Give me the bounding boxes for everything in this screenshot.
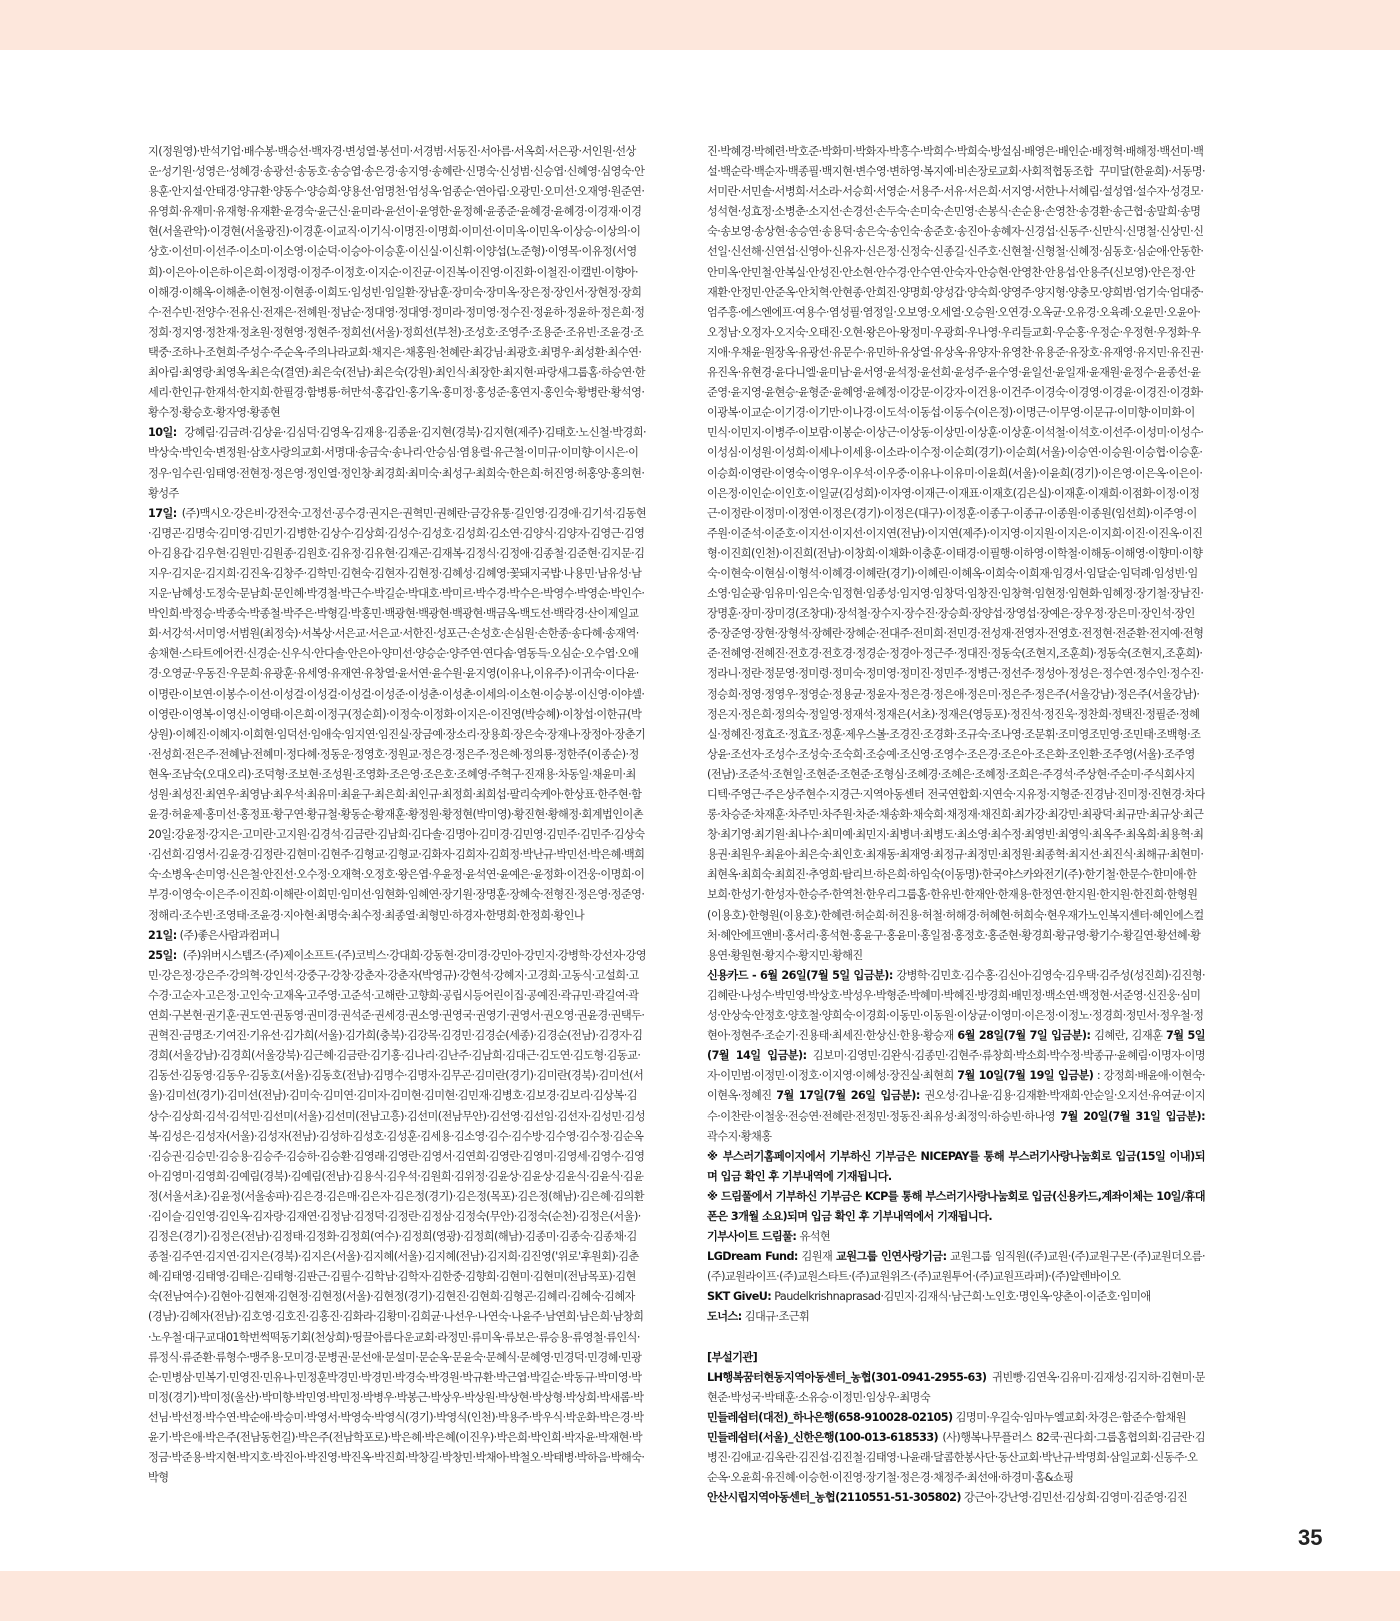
date-label: 7월 10일(7월 19일 입금분) [957, 1069, 1094, 1083]
date-label: 10일: [148, 426, 177, 440]
date-label: 17일: [148, 506, 177, 520]
affiliate-label: 민들레쉼터(대전)_하나은행(658-910028-02105) [707, 1410, 953, 1424]
donor-names: Paudelkrishnaprasad·김민지·김재식·남근희·노인호·명인옥·양춘이·이준호·임미애 [771, 1290, 1151, 1304]
donor-names: (사)행복나무플러스 82쿡·권다희·그룹홈협의회·김금란·김병진·김애교·김옥란·김진섭·김진철·김태영·나윤래·달콤한봉사단·동산교회·박난규·박명희·삼일교회·신동주·오순옥·오윤희·유진혜·이승헌·이진영·장기철·정은경·채정주·최선애·하경미·홈&쇼핑 [707, 1430, 1205, 1485]
top-band [0, 0, 1400, 50]
donor-names: (주)맥시오·강은비·강전숙·고정선·공수경·권지은·권혁민·권혜란·금강유통·길인영·김경애·김기석·김동현·김명곤·김명숙·김미영·김민기·김병한·김상수·김상희·김성수·김성호·김성희·김소연·김양식·김양자·김영근·김영아·김용갑·김우현·김원민·김원종·김원호·김유정·김유현·김재곤·김재복·김정식·김정애·김종철·김준현·김지문·김지우·김지운·김지희·김진옥·김창주·김학민·김현숙·김현자·김현정·김혜성·김혜영·꽃돼지국밥·나용민·남유성·남지운·남혜성·도정숙·문남희·문인혜·박경철·박근수·박길순·박대호·박미르·박수경·박수은·박영수·박영순·박인수·박인희·박정승·박종숙·박종철·박주은·박형길·박홍민·백광현·백광현·백광현·백금옥·백도선·백락경·산이제일교회·서강석·서미영·서범원(최정숙)·서복상·서은교·서은교·서한진·성포근·손성호·손심원·손한종·송다혜·송재역·송채현·스타트에어컨·신경순·신우식·안다솔·안은아·양미선·양승순·양주연·연다솜·염동득·오심순·오수엽·오애경·오영균·우동진·우문희·유광훈·유세영·유재연·유창열·윤서연·윤수원·윤지영(이유나,이유주)·이귀숙·이다윤·이명란·이보연·이봉수·이선·이성걸·이성걸·이성걸·이성준·이성춘·이성춘·이세의·이소현·이승봉·이신영·이야셀·이영란·이영복·이영신·이영태·이은희·이정구(정순희)·이정숙·이정화·이지은·이진영(박승혜)·이창섭·이한규(박상원)·이혜진·이혜지·이희현·임덕선·임애숙·임지연·임진실·장금예·장소리·장용희·장은숙·장재나·장정아·장춘기·전성희·전은주·전혜남·전혜미·정다혜·정동운·정영호·정원교·정은경·정은주·정은혜·정의룡·정한주(이종순)·정현옥·조남숙(오대오리)·조덕형·조보현·조성원·조영화·조은영·조은호·조혜영·주혁구·진재용·차동일·채윤미·최성원·최성진·최연우·최영남·최우석·최유미·최윤구·최은희·최인규·최정희·최희섭·팔리숙케아·한상표·한주현·함윤경·허윤제·홍미선·홍정표·황구연·황규철·황동순·황재훈·황정원·황정현(박미영)·황진현·황해정·회계법인이촌 [148, 506, 646, 822]
source-label: SKT GiveU: [707, 1290, 772, 1304]
donor-names: 강혜림·김금려·김상윤·김심덕·김영옥·김재용·김종윤·김지현(경북)·김지현(제주)·김태호·노신철·박경희·박상숙·박인숙·변정원·삼호사랑의교회·서명대·송금숙·송나리·안승심·염용렬·유근철·이미규·이미향·이시은·이정우·임수린·임태영·전현정·정은영·정인열·정인창·최경희·최미숙·최성구·최희숙·한은희·허진영·허홍양·홍의현·황성주 [148, 426, 646, 500]
date-label: 7월 17일(7월 26일 입금분): [776, 1089, 920, 1103]
donor-names: 김명미·우길숙·임마누엘교회·차경은·함준수·함채원 [952, 1410, 1187, 1424]
donor-names: 교원그룹 임직원((주)교원·(주)교원구몬·(주)교원더오름·(주)교원라이프·(주)교원스타트·(주)교원위즈·(주)교원투어·(주)교원프라퍼)·(주)알렌바이오 [707, 1250, 1205, 1284]
donor-list-paragraph [148, 423, 646, 503]
donor-names: : 강정희·배윤애·이현숙·이현옥·정혜진 [707, 1069, 1205, 1103]
donor-list-paragraph: 20일:강윤정·강지은·고미란·고지원·김경석·김금란·김남희·김다솔·김명아·김미경·김민영·김민주·김민주·김상숙·김선희·김영서·김윤경·김정란·김현미·김현주·김형교·김형교·김화자·김희자·김희정·박난규·박민선·박은혜·백희숙·소병옥·손미영·신은철·안진선·오수정·오재혁·오정호·왕은엽·우윤정·윤석연·윤예은·윤정화·이건웅·이명희·이부경·이영숙·이은주·이진희·이해란·이희민·임미선·임현화·임혜연·장기원·장명훈·장혜숙·전형진·정은영·정준영·정해리·조수빈·조영태·조윤경·지아현·최명숙·최수정·최종열·최형민·하경자·한명희·한정희·황인나 [148, 828, 645, 922]
dreamfull-donors [707, 1227, 1205, 1247]
donor-names: (주)좋은사람과컴퍼니 [176, 928, 280, 942]
bottom-band [0, 1571, 1400, 1621]
donor-names: 김보미·김영민·김완식·김종민·김현주·류창희·박소희·박수정·박종규·윤혜림·이명자·이명자·이민범·이정민·이정호·이지영·이혜성·장진실·최현희 [707, 1049, 1205, 1083]
affiliate-donors [707, 1428, 1205, 1488]
donor-list-paragraph [148, 926, 646, 946]
source-label: 교원그룹 인연사랑기금: [835, 1250, 947, 1264]
date-label: 7월 5일(7월 14일 입금분): [707, 1029, 1205, 1063]
donor-list-paragraph: 지(정원영)·반석기업·배수봉·백승선·백자경·변성열·봉선미·서경범·서동진·서아름·서옥희·서은광·서인원·선상운·성기원·성영은·성혜경·송광선·송동호·송승엽·송은경·송지영·송혜란·신명숙·신성범·신승엽·신혜영·심영숙·안용훈·안지설·안태경·양규환·양동수·양승희·양용선·엄명천·엄성옥·엄종순·연아림·오광민·오미선·오재영·원준연·유영희·유재미·유재형·유재환·윤경숙·윤근신·윤미라·윤선이·윤영한·윤정혜·윤종준·윤혜경·윤혜경·이경재·이경현(서울관악)·이경현(서울광진)·이경훈·이교직·이기식·이명진·이명희·이미선·이미옥·이민옥·이상승·이상의·이상호·이선미·이선주·이소미·이소영·이순덕·이승아·이승훈·이신실·이신휘·이양섭(노준형)·이영목·이유정(서영희)·이은아·이은하·이은희·이정령·이정주·이정호·이지순·이진균·이진복·이진영·이진화·이철진·이캘빈·이향아·이해경·이해옥·이해춘·이현정·이현종·이희도·임성빈·임일환·장남훈·장미숙·장미옥·장은정·장인서·장현정·장희수·전수빈·전양수·전유신·전재은·전혜원·정남순·정대영·정대영·정미라·정미영·정수진·정윤하·정윤하·정은희·정정희·정지영·정찬재·정초원·정현영·정현주·정희선(서울)·정희선(부천)·조성호·조영주·조용준·조유빈·조윤경·조택중·조하나·조현희·주성수·주순옥·주의나라교회·채지은·채홍원·천혜란·최강님·최광호·최명우·최성환·최수연·최아림·최영랑·최영옥·최은숙(결연)·최은숙(전남)·최은숙(강원)·최인식·최장한·최지현·파랑새그룹홈·하승연·한세리·한인규·한재석·한지희·한필경·함병룡·허만석·홍갑인·홍기옥·홍미정·홍성준·홍연지·홍인숙·황병란·황석영·황수정·황승호·황자영·황종현 [148, 145, 646, 420]
donor-names: 권오성·김나윤·김용·김재환·박재희·안순일·오지선·유여균·이지수·이찬란·이철웅·전승연·전혜란·전정민·정동진·최유성·최정익·하승빈·하나영 [707, 1089, 1205, 1123]
donus-donors [707, 1307, 1205, 1327]
right-column [707, 142, 1205, 1551]
date-label: 21일: [148, 928, 177, 942]
date-label: 7월 20일(7월 31일 입금분): [1060, 1109, 1205, 1123]
donor-names: 김원재 [797, 1250, 836, 1264]
donor-names: 강근아·강난영·김민선·김상희·김영미·김준영·김진 [960, 1491, 1188, 1505]
donor-names: 김대규·조근휘 [741, 1310, 810, 1324]
left-column [148, 142, 646, 1551]
donor-list-paragraph [148, 946, 646, 1489]
affiliate-donors [707, 1488, 1205, 1508]
donor-names: 곽수지·황채홍 [707, 1129, 772, 1143]
credit-card-donations [707, 966, 1205, 1147]
donor-names: 유석현 [796, 1230, 831, 1244]
skt-donors [707, 1287, 1205, 1307]
page-number: 35 [1298, 1525, 1323, 1550]
date-label: 신용카드 - 6월 26일(7월 5일 입금분): [707, 968, 893, 982]
donor-names: 김혜란, 김재훈 [1090, 1029, 1166, 1043]
notice-kcp: ※ 드림풀에서 기부하신 기부금은 KCP를 통해 부스러기사랑나눔회로 입금(신용카드,계좌이체는 10일/휴대폰은 3개월 소요)되며 입금 확인 후 기부내역에서 기재됩니다. [707, 1189, 1205, 1223]
affiliate-label: LH행복꿈터현동지역아동센터_농협(301-0941-2955-63) [707, 1370, 987, 1384]
affiliate-label: 민들레쉼터(서울)_신한은행(100-013-618533) [707, 1430, 939, 1444]
donor-names: 강병학·김민호·김수홍·김신아·김영숙·김우택·김주성(성진희)·김진형·김혜란·나성수·박민영·박상호·박성우·박형준·박혜미·박혜진·방경희·배민정·백소연·백정현·서준영·신진웅·심미성·안상숙·안정호·양호철·양희숙·이경희·이동민·이동원·이상균·이영미·이은정·이정노·정경희·정민서·정우철·정현아·정현주·조순기·진용태·최세진·한상신·한용·황승재 [707, 968, 1205, 1043]
donor-names: 귀빈빵·김연옥·김유미·김재성·김지하·김현미·문현준·박성국·박태훈·소유승·이정민·임상우·최명숙 [707, 1370, 1205, 1404]
affiliate-label: 안산시립지역아동센터_농협(2110551-51-305802) [707, 1491, 961, 1505]
source-label: 도너스: [707, 1310, 742, 1324]
date-label: 25일: [148, 948, 177, 962]
affiliate-donors [707, 1408, 1205, 1428]
donor-list-paragraph: 진·박혜경·박혜련·박호준·박화미·박화자·박흥수·박희수·박희숙·방설심·배영은·배인순·배정혁·배해정·백선미·백설·백순락·백순자·백종필·백지현·변수영·변하영·복지예·비손장로교회·사회적협동조합 꾸미달(한윤희)·서동명·서미란·서민솔·서병희·서소라·서승희·서영순·서용주·서유·서은희·서지영·서한나·서혜림·설성엽·설수자·성경모·성석현·성효정·소병춘·소지선·손경선·손두숙·손미숙·손민영·손봉식·손순용·손영찬·송경환·송근협·송말희·송명숙·송보영·송상현·송승연·송용덕·송은숙·송인숙·송준호·송진아·송혜자·신경섭·신동주·신만식·신명철·신상민·신선일·신선해·신연섭·신영아·신유자·신은정·신정숙·신종길·신주호·신현철·신형철·신혜정·심동호·심순애·안동한·안미옥·안민철·안복실·안성진·안소현·안수경·안수연·안숙자·안승현·안영찬·안용섭·안용주(신보영)·안은정·안재환·안정민·안준옥·안치혁·안현종·안희진·양명희·양성갑·양숙희·양영주·양지형·양충모·양희범·엄기숙·엄대중·엄주흥·에스엔에프·여용수·염성필·염정일·오보영·오세열·오승원·오연경·오옥균·오유경·오육례·오윤민·오윤아·오정남·오정자·오지숙·오태진·오현·왕은아·왕정미·우광희·우나영·우리들교회·우순홍·우정순·우정현·우정화·우지애·우채윤·원장옥·유광선·유문수·유민하·유상열·유상옥·유양자·유영찬·유용준·유장호·유재영·유지민·유진권·유진옥·유현경·윤다니엘·윤미남·윤서영·윤석정·윤선희·윤성주·윤수영·윤일선·윤일재·윤재원·윤정수·윤종선·윤준영·윤지영·윤현승·윤형준·윤혜영·윤혜정·이강문·이강자·이건용·이건주·이경숙·이경영·이경윤·이경진·이경화·이광복·이교순·이기경·이기만·이나경·이도석·이동섭·이동수(이은정)·이명근·이무영·이문규·이미향·이미화·이민식·이민지·이병주·이보람·이봉순·이상근·이상동·이상민·이상훈·이상훈·이석철·이석호·이선주·이성미·이성수·이성심·이성원·이성희·이세나·이세용·이소라·이수정·이순희(경기)·이순희(서울)·이승연·이승원·이승협·이승훈·이승희·이영란·이영숙·이영우·이우석·이우중·이유나·이유미·이윤희(서울)·이윤희(경기)·이은영·이은옥·이은이·이은정·이인순·이인호·이일균(김성희)·이자영·이재근·이재표·이재호(김은실)·이재훈·이재희·이점화·이정·이정근·이정란·이정미·이정연·이정은(경기)·이정은(대구)·이정훈·이종구·이종규·이종원·이종원(임선희)·이주영·이주원·이준석·이준호·이지선·이지선·이지연(전남)·이지연(제주)·이지영·이지원·이지은·이지희·이진·이진옥·이진형·이진희(인천)·이진희(전남)·이창희·이채화·이충훈·이태경·이필행·이하영·이학철·이해동·이해영·이향미·이향숙·이현숙·이현심·이형석·이혜경·이혜란(경기)·이혜린·이혜옥·이희숙·이희재·임경서·임달순·임덕례·임성빈·임소영·임순광·임유미·임은숙·임정현·임종성·임지영·임창덕·임창진·임창혁·임현정·임현화·임혜정·장기철·장남진·장명훈·장미·장미경(조창대)·장석철·장수지·장수진·장승희·장양섭·장영섭·장예은·장우정·장은미·장인석·장인중·장준영·장현·장형석·장혜란·장혜순·전대주·전미희·전민경·전성재·전영자·전영호·전정현·전준환·전지예·전형준·전혜영·전혜진·전호경·전호경·정경순·정경아·정근주·정대진·정동숙(조현지,조훈희)·정동숙(조현지,조훈희)·정라니·정란·정문영·정미령·정미숙·정미영·정미진·정민주·정병근·정선주·정성아·정성은·정수연·정수인·정수진·정승희·정영·정영우·정영순·정용균·정윤자·정은경·정은애·정은미·정은주·정은주(서울강남)·정은주(서울강남)·정은지·정은희·정의숙·정일영·정재석·정재은(서초)·정재은(영등포)·정진석·정진욱·정찬희·정택진·정필준·정혜실·정혜진·정효조·정효조·정훈·제우스볼·조경진·조경화·조규숙·조나영·조문휘·조미영조민영·조민태·조백형·조상윤·조선자·조성수·조성숙·조숙희·조승예·조신영·조영수·조은경·조은아·조은화·조인환·조주영(서울)·조주영(전남)·조준석·조현일·조현준·조현준·조형심·조혜경·조혜은·조혜정·조희은·주경석·주상현·주순미·주식회사지디텍·주영근·주은상주현수·지경근·지역아동센터 전국연합회·지연숙·지유정·지형준·진경남·진미정·진현경·차다롱·차승준·차재훈·차주민·차주원·차준·채송화·채숙희·채정재·채진희·최가강·최강민·최광덕·최규만·최규상·최근창·최기영·최기원·최나수·최미예·최민지·최병녀·최병도·최소영·최수정·최영빈·최영익·최옥주·최옥희·최용혁·최용권·최원우·최윤아·최은숙·최인호·최재동·최재영·최정규·최정민·최정원·최종혁·최지선·최진식·최해규·최현미·최현옥·최희숙·최희진·추영희·탐리브·하은희·하임숙(이동명)·한국야스카와전기(주)·한기철·한문수·한미애·한보희·한성기·한성자·한승주·한역천·한우리그룹홈·한유빈·한재안·한재용·한정연·한지원·한지원·한진희·한형원(이용호)·한형원(이용호)·한혜련·허순희·허진용·허철·허해경·허혜현·허희숙·현우재가노인복지센터·혜인에스컬처·혜안에프앤비·홍서리·홍석현·홍윤구·홍윤미·홍일점·홍정호·홍준현·황경희·황규영·황기수·황길연·황선혜·황용연·황원현·황지수·황지민·황해진 [707, 145, 1205, 962]
source-label: 기부사이트 드림풀: [707, 1230, 797, 1244]
source-label: LGDream Fund: [707, 1250, 798, 1264]
date-label: 6월 28일(7월 7일 입금분): [957, 1029, 1091, 1043]
donor-list-paragraph [148, 504, 646, 826]
section-title: [부설기관] [707, 1350, 758, 1364]
donor-names: (주)위버시스템즈·(주)제이소프트·(주)코빅스·강대희·강동현·강미경·강민아·강민지·강병학·강선자·강영민·강은정·강은주·강의혁·강인석·강중구·강창·강춘자·강춘자(박영규)·강현석·강혜지·고경희·고동식·고설희·고수경·고순자·고은정·고인숙·고재옥·고주영·고준석·고해란·고향희·공립시등어린이집·공예진·곽규민·곽길여·곽연희·구본현·권기훈·권도연·권동영·권미경·권석준·권세경·권소영·권영국·권영기·권영서·권오영·권윤경·권택두·권혁진·금명조·기여진·기유선·김가희(서울)·김가희(충북)·김강목·김경민·김경순(세종)·김경순(전남)·김경자·김경희(서울강남)·김경희(서울강북)·김근혜·김금란·김기홍·김나리·김난주·김남희·김대근·김도연·김도형·김동교·김동선·김동영·김동우·김동호(서울)·김동호(전남)·김명수·김명자·김무곤·김미란(경기)·김미란(경북)·김미선(서울)·김미선(경기)·김미선(전남)·김미숙·김미연·김미자·김미현·김미현·김민재·김병호·김보경·김보리·김상복·김상수·김상희·김석·김석민·김선미(서울)·김선미(전남고흥)·김선미(전남무안)·김선영·김선임·김선자·김성민·김성복·김성은·김성자(서울)·김성자(전남)·김성하·김성호·김성훈·김세용·김소영·김수·김수방·김수영·김수정·김순옥·김승권·김승민·김승용·김승주·김승하·김승환·김영래·김영란·김영서·김연희·김영란·김영미·김영세·김영수·김영아·김영미·김영희·김예림(경북)·김예림(전남)·김용식·김우석·김원희·김위정·김윤상·김윤상·김윤식·김윤식·김윤정(서울서초)·김윤정(서울송파)·김은경·김은매·김은자·김은정(경기)·김은정(목포)·김은정(해남)·김은혜·김의환·김이슬·김인영·김인옥·김자랑·김재연·김정남·김정덕·김정란·김정삼·김정숙(무안)·김정숙(순천)·김정은(서울)·김정은(경기)·김정은(전남)·김정태·김정화·김정희(여수)·김정희(영광)·김정희(해남)·김종미·김종숙·김종채·김종철·김주연·김지연·김지은(경북)·김지은(서울)·김지혜(서울)·김지혜(전남)·김지희·김진영('위로'후원회)·김춘혜·김태영·김태영·김태은·김태형·김판근·김필수·김학남·김학자·김한중·김향희·김현미·김현미(전남목포)·김현숙(전남여수)·김현아·김현재·김현정·김현정(서울)·김현정(경기)·김현진·김현희·김형곤·김혜리·김혜숙·김혜자(경남)·김혜자(전남)·김호영·김호진·김홍진·김화라·김황미·김희균·나선우·나연숙·나윤주·남연희·남은희·남창희·노우철·대구교대01학번썩떡동기회(천상희)·띵끌아름다운교회·라정민·류미옥·류보은·류승용·류영철·류인식·류정식·류준환·류형수·맹주용·모미경·문병권·문선애·문설미·문순옥·문윤숙·문혜식·문혜영·민경덕·민경혜·민광순·민병삼·민복기·민영진·민유나·민정훈박경민·박경민·박경숙·박경원·박규환·박근엽·박길순·박동규·박미영·박미정(경기)·박미정(울산)·박미향·박민영·박민정·박병우·박봉근·박상우·박상원·박상현·박상형·박상희·박새롬·박선님·박선정·박수연·박순애·박승미·박영서·박영숙·박영식(경기)·박영식(인천)·박용주·박우식·박운화·박은경·박윤기·박은애·박은주(전남동헌길)·박은주(전남학포로)·박은혜·박은혜(이진우)·박은희·박인희·박자윤·박재현·박정금·박준용·박지현·박지호·박진아·박진영·박진옥·박진희·박창길·박창민·박채아·박철오·박태병·박하음·박해숙·박형 [148, 948, 646, 1485]
notice-nicepay: ※ 부스러기홈페이지에서 기부하신 기부금은 NICEPAY를 통해 부스러기사랑나눔회로 입금(15일 이내)되며 입금 확인 후 기부내역에 기재됩니다. [707, 1149, 1205, 1183]
affiliate-donors [707, 1368, 1205, 1408]
lgdream-donors [707, 1247, 1205, 1287]
